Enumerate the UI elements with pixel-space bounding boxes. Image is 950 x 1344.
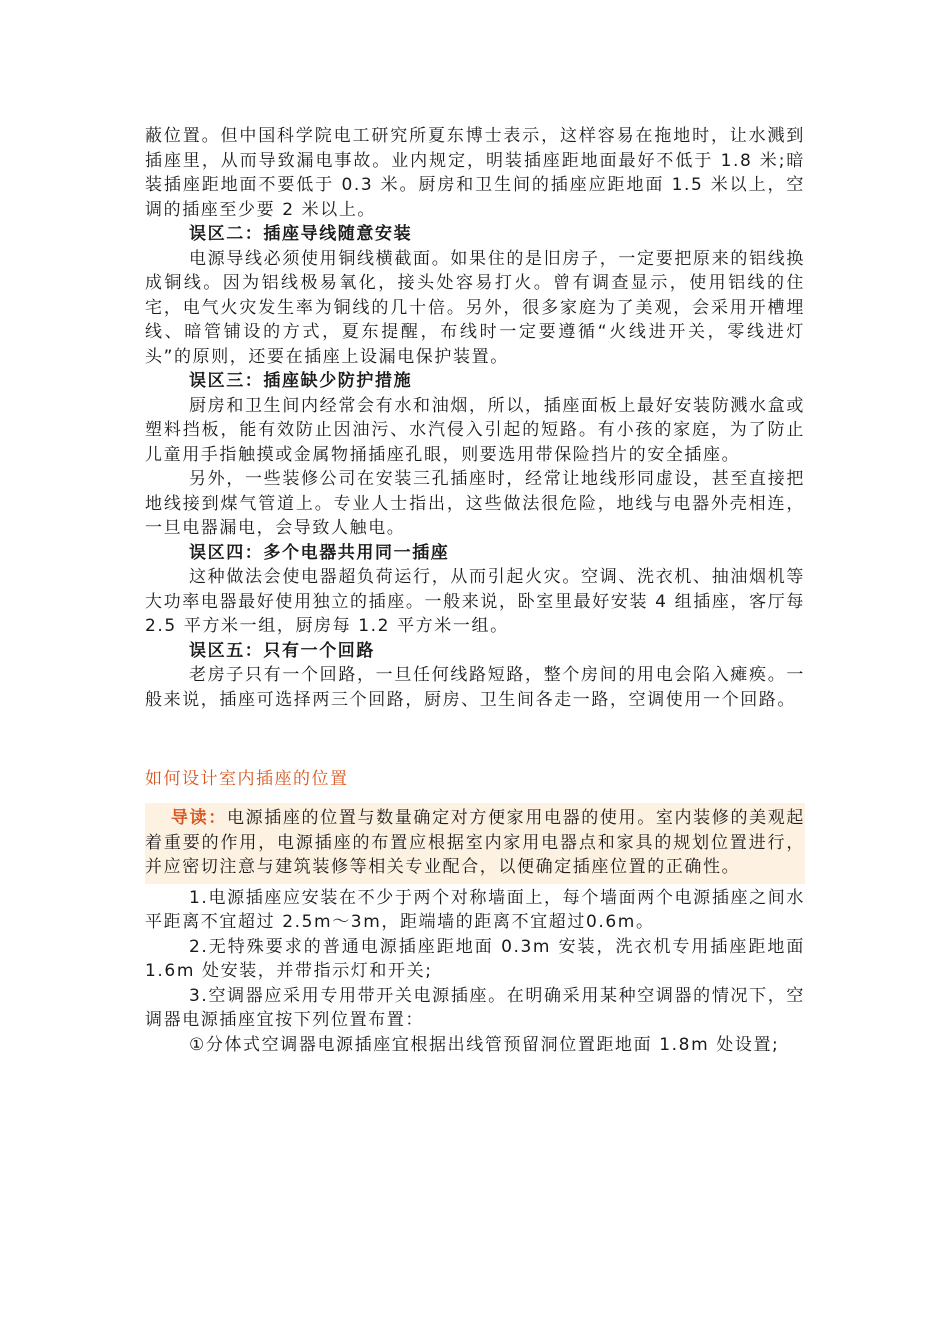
heading-mistake-5: 误区五：只有一个回路 bbox=[189, 640, 375, 661]
list-item-3: 3.空调器应采用专用带开关电源插座。在明确采用某种空调器的情况下，空调器电源插座宜按下列位置布置： bbox=[145, 985, 805, 1030]
lead-paragraph bbox=[145, 806, 805, 880]
heading-mistake-4: 误区四：多个电器共用同一插座 bbox=[189, 542, 450, 563]
lead-box bbox=[145, 803, 805, 884]
list-item-1: 1.电源插座应安装在不少于两个对称墙面上，每个墙面两个电源插座之间水平距离不宜超过 2.5m～3m，距端墙的距离不宜超过0.6m。 bbox=[145, 887, 805, 932]
heading-mistake-3: 误区三：插座缺少防护措施 bbox=[189, 371, 413, 391]
lead-label: 导读： bbox=[171, 808, 227, 828]
paragraph-mistake-5: 老房子只有一个回路，一旦任何线路短路，整个房间的用电会陷入瘫痪。一般来说，插座可选择两三个回路，厨房、卫生间各走一路，空调使用一个回路。 bbox=[145, 665, 805, 710]
paragraph-mistake-3b: 另外，一些装修公司在安装三孔插座时，经常让地线形同虚设，甚至直接把地线接到煤气管道上。专业人士指出，这些做法很危险，地线与电器外壳相连，一旦电器漏电，会导致人触电。 bbox=[145, 469, 805, 538]
lead-text: 电源插座的位置与数量确定对方便家用电器的使用。室内装修的美观起着重要的作用，电源插座的布置应根据室内家用电器点和家具的规划位置进行，并应密切注意与建筑装修等相关专业配合，以便确定插座位置的正确性。 bbox=[145, 808, 805, 877]
paragraph-intro: 蔽位置。但中国科学院电工研究所夏东博士表示，这样容易在拖地时，让水溅到插座里，从而导致漏电事故。业内规定，明装插座距地面最好不低于 1.8 米;暗装插座距地面不要低于 0.3 米。厨房和卫生间的插座应距地面 1.5 米以上，空调的插座至少要 2 米以上。 bbox=[145, 126, 805, 220]
section-title: 如何设计室内插座的位置 bbox=[145, 769, 349, 789]
list-item-2: 2.无特殊要求的普通电源插座距地面 0.3m 安装，洗衣机专用插座距地面 1.6m 处安装，并带指示灯和开关; bbox=[145, 936, 805, 981]
document-content bbox=[145, 124, 805, 1057]
paragraph-mistake-3a: 厨房和卫生间内经常会有水和油烟，所以，插座面板上最好安装防溅水盒或塑料挡板，能有效防止因油污、水汽侵入引起的短路。有小孩的家庭，为了防止儿童用手指触摸或金属物捅插座孔眼，则要选用带保险挡片的安全插座。 bbox=[145, 395, 805, 465]
list-item-3-1: ①分体式空调器电源插座宜根据出线管预留洞位置距地面 1.8m 处设置; bbox=[189, 1034, 780, 1055]
paragraph-mistake-2: 电源导线必须使用铜线横截面。如果住的是旧房子，一定要把原来的铝线换成铜线。因为铝线极易氧化，接头处容易打火。曾有调查显示，使用铝线的住宅，电气火灾发生率为铜线的几十倍。另外，很多家庭为了美观，会采用开槽埋线、暗管铺设的方式，夏东提醒，布线时一定要遵循“火线进开关，零线进灯头”的原则，还要在插座上设漏电保护装置。 bbox=[145, 248, 805, 367]
heading-mistake-2: 误区二：插座导线随意安装 bbox=[189, 224, 413, 244]
paragraph-mistake-4: 这种做法会使电器超负荷运行，从而引起火灾。空调、洗衣机、抽油烟机等大功率电器最好使用独立的插座。一般来说，卧室里最好安装 4 组插座，客厅每 2.5 平方米一组，厨房每 1.2 平方米一组。 bbox=[145, 567, 805, 636]
